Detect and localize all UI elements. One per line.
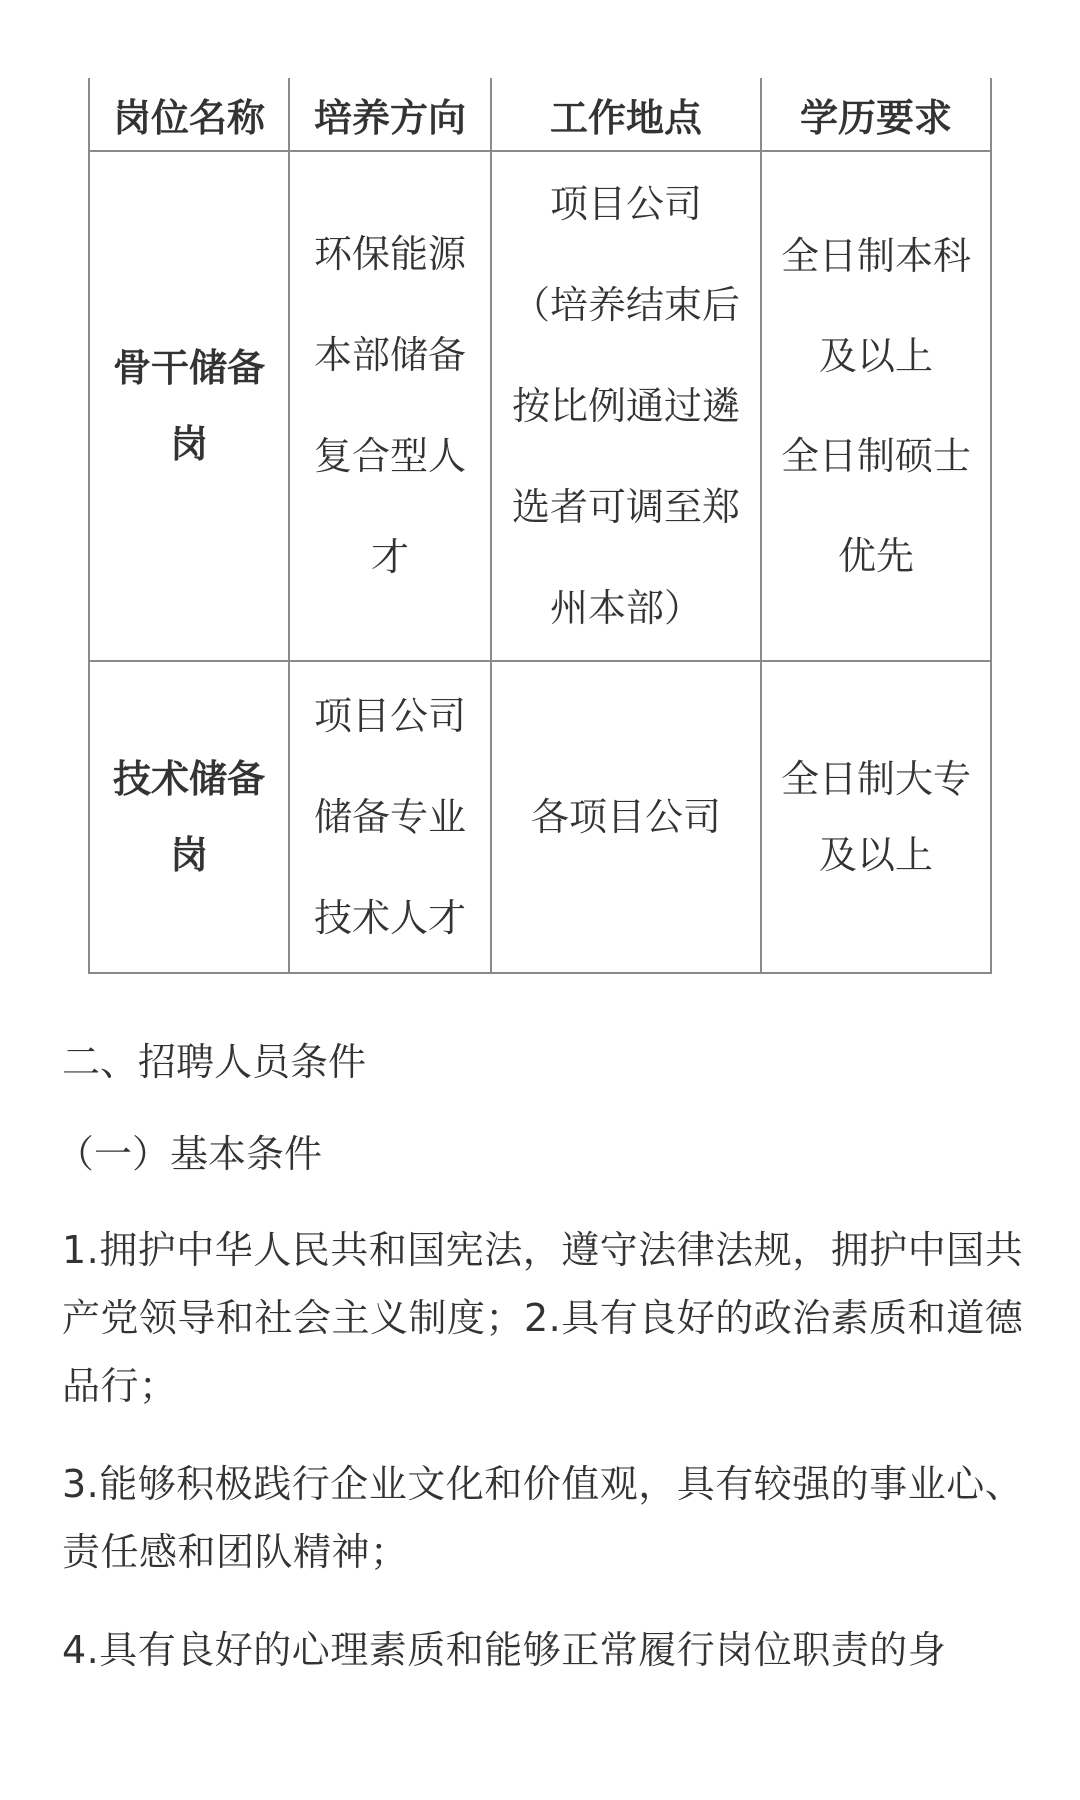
cell-line: 全日制硕士 [780,434,971,478]
header-work-location: 工作地点 [491,78,761,151]
cell-line: 按比例通过遴 [511,383,740,428]
cell-line: 全日制大专 [780,757,971,801]
cell-line: 储备专业 [313,794,466,839]
table-header-row [89,78,991,151]
cell-line: 优先 [837,534,914,578]
header-education-requirement: 学历要求 [761,78,991,151]
education-requirement-cell [761,151,991,661]
cell-line: 选者可调至郑 [511,484,740,529]
position-table [88,78,992,974]
paragraph: 3.能够积极践行企业文化和价值观，具有较强的事业心、责任感和团队精神； [62,1462,1024,1574]
cell-line: 环保能源 [313,232,466,276]
table-row [89,661,991,973]
cell-line: 项目公司 [549,181,702,226]
cell-line: 全日制本科 [780,234,971,278]
cell-line: 项目公司 [313,693,466,738]
work-location-cell [491,151,761,661]
cell-line: 及以上 [818,334,933,378]
cell-line: 州本部） [549,585,702,630]
cell-line: 才 [370,535,409,579]
training-direction-cell [289,661,491,973]
cell-line: 岗 [169,833,208,877]
education-requirement-cell [761,661,991,973]
cell-line: （培养结束后 [511,282,740,327]
cell-line: 技术人才 [313,895,466,940]
cell-line: 复合型人 [313,434,466,478]
cell-line: 岗 [169,422,208,466]
cell-line: 及以上 [818,833,933,877]
paragraph: 1.拥护中华人民共和国宪法，遵守法律法规，拥护中国共产党领导和社会主义制度；2.具有良好的政治素质和道德品行； [62,1228,1024,1408]
cell-line: 各项目公司 [530,794,721,839]
subsection-title: （一）基本条件 [56,1132,323,1176]
position-name-cell [89,661,289,973]
cell-line: 骨干储备 [112,346,265,390]
training-direction-cell [289,151,491,661]
table-row [89,151,991,661]
work-location-cell [491,661,761,973]
header-position-name: 岗位名称 [89,78,289,151]
position-name-cell [89,151,289,661]
paragraph: 4.具有良好的心理素质和能够正常履行岗位职责的身 [62,1628,947,1672]
cell-line: 技术储备 [112,757,265,801]
cell-line: 本部储备 [313,333,466,377]
article-body [56,1030,1037,1714]
section-title: 二、招聘人员条件 [62,1040,367,1084]
header-training-direction: 培养方向 [289,78,491,151]
